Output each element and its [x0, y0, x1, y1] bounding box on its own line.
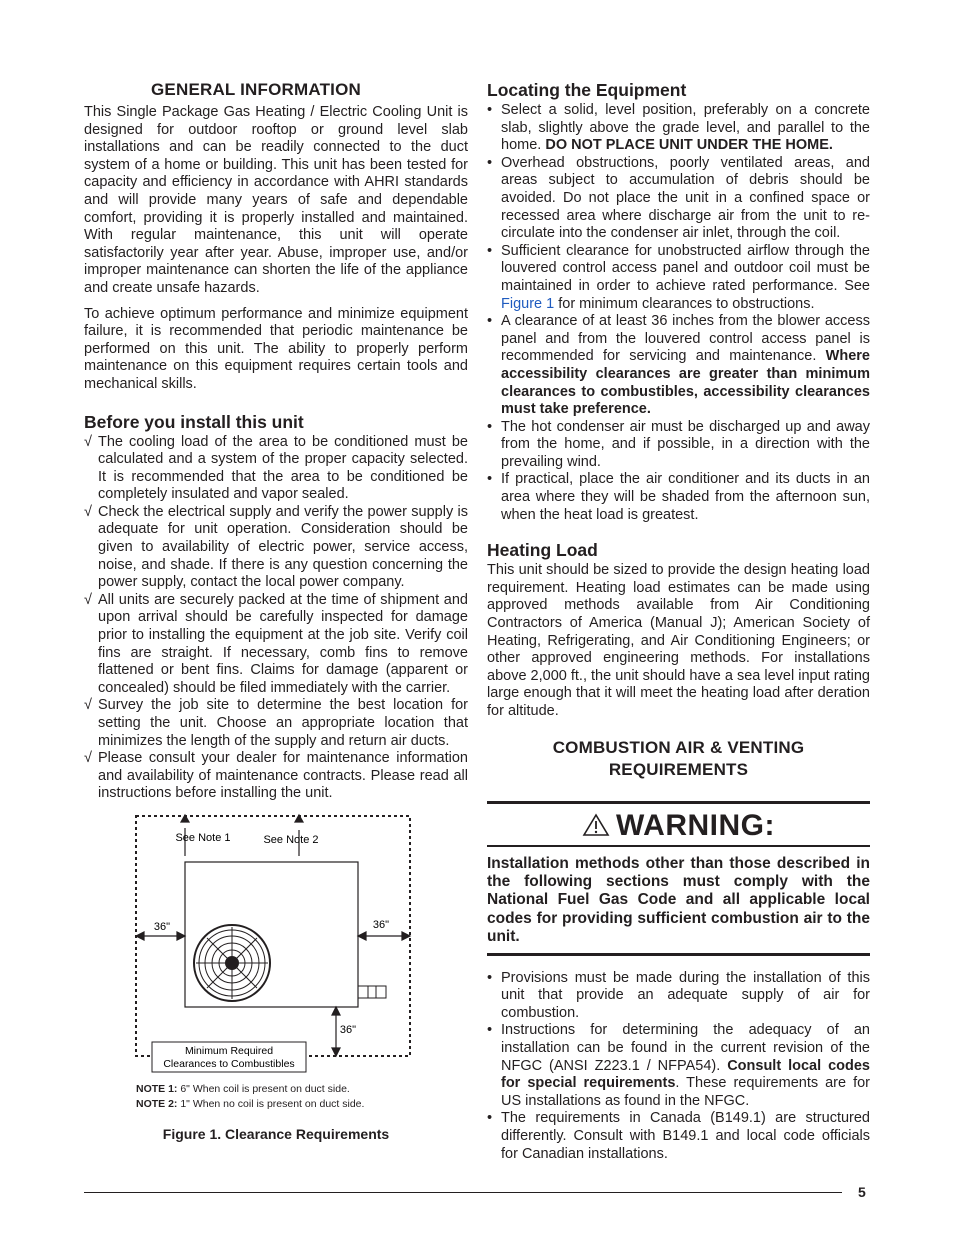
- before-install-list: [84, 434, 468, 803]
- general-paragraph-1: This Single Package Gas Heating / Electric Cooling Unit is designed for outdoor rooftop or ground level slab installations and can be readily connected to the duct system of a home or building. This unit has been tested for capacity and efficiency in accordance with AHRI standards and will provide many years of safe and dependable comfort, providing it is properly installed and maintained. With regular maintenance, this unit will operate satisfactorily year after year. Abuse, improper use, and/or improper maintenance can shorten the life of the appliance and create unsafe hazards.: [84, 104, 468, 296]
- check-icon: √: [84, 750, 92, 767]
- locating-heading: Locating the Equipment: [487, 80, 687, 100]
- bullet-icon: •: [487, 471, 493, 488]
- warning-box: [487, 801, 870, 956]
- min-clearance-label-2: Clearances to Combustibles: [163, 1058, 295, 1070]
- min-clearance-label-1: Minimum Required: [184, 1045, 274, 1057]
- connection-port: [358, 986, 386, 998]
- warning-title: WARNING:: [487, 804, 870, 847]
- warning-text: Installation methods other than those described in the following sections must comply with the National Fuel Gas Code and all applicable local codes for providing sufficient combustion air to the unit.: [487, 854, 870, 946]
- right-column: [487, 80, 870, 1163]
- bottom-dimension: 36": [339, 1024, 357, 1036]
- check-icon: √: [84, 697, 92, 714]
- bullet-icon: •: [487, 1110, 493, 1127]
- bullet-icon: •: [487, 102, 493, 118]
- note-2: NOTE 2: 1" When no coil is present on duct side.: [136, 1098, 365, 1110]
- before-install-heading: Before you install this unit: [84, 411, 304, 432]
- bullet-icon: •: [487, 418, 493, 435]
- list-item: √ The cooling load of the area to be conditioned must be calculated and a system of the proper capacity selected. It is recommended that the area to be conditioned be completely insulated and vapor sealed.: [84, 433, 468, 503]
- figure-1: [84, 810, 468, 1142]
- check-icon: √: [84, 591, 92, 608]
- bullet-icon: •: [487, 1022, 493, 1039]
- list-item: • Overhead obstructions, poorly ventilated areas, and areas subject to accumulation of debris should be avoided. Do not place the unit in a confined space or recessed area where discharge air from the unit to re-circulate into the condenser air inlet, through the coil.: [487, 154, 870, 242]
- general-paragraph-2: To achieve optimum performance and minimize equipment failure, it is recommended that periodic maintenance be performed on this unit. The ability to properly perform maintenance on this equipment requires certain tools and mechanical skills.: [84, 305, 468, 392]
- general-information-heading: GENERAL INFORMATION: [151, 80, 361, 99]
- heating-load-heading: Heating Load: [487, 540, 598, 561]
- list-item: • Sufficient clearance for unobstructed airflow through the louvered control access panel and outdoor coil must be maintained in order to achieve rated performance. See Figure 1 for minimum clearances to obstructions.: [487, 242, 870, 312]
- check-icon: √: [84, 503, 92, 520]
- unit-outline: [185, 862, 358, 1007]
- combustion-list: [487, 970, 870, 1164]
- left-column: [84, 80, 468, 803]
- bullet-icon: •: [487, 154, 493, 171]
- combustion-heading: COMBUSTION AIR & VENTING REQUIREMENTS: [552, 737, 805, 779]
- list-item: • The hot condenser air must be discharged up and away from the home, and if possible, in a direction with the prevailing wind.: [487, 418, 870, 470]
- warning-triangle-icon: [582, 813, 610, 837]
- list-item: √ Survey the job site to determine the best location for setting the unit. Choose an appropriate location that minimizes the length of the supply and return air ducts.: [84, 697, 468, 749]
- heating-load-paragraph: This unit should be sized to provide the design heating load requirement. Heating load estimates can be made using approved methods available from Air Conditioning Contractors of America (Manual J); American Society of Heating, Refrigerating, and Air Conditioning Engineers; or other approved engineering methods. For installations above 2,000 ft., the unit should have a sea level input rating large enough that it will meet the heating load after deration for altitude.: [487, 562, 870, 719]
- figure-1-link[interactable]: Figure 1: [501, 295, 555, 312]
- note-1: NOTE 1: 6" When coil is present on duct side.: [136, 1083, 350, 1095]
- clearance-diagram: [84, 810, 468, 1080]
- list-item: • Select a solid, level position, preferably on a concrete slab, slightly above the grade level, and parallel to the home. DO NOT PLACE UNIT UNDER THE HOME.: [487, 102, 870, 154]
- list-item: √ Please consult your dealer for maintenance information and availability of maintenance contracts. Please read all instructions before installing the unit.: [84, 750, 468, 802]
- list-item: • Instructions for determining the adequacy of an installation can be found in the current revision of the NFGC (ANSI Z223.1 / NFPA54). Consult local codes for special requirements. These requirements are for US installations as found in the NFGC.: [487, 1022, 870, 1109]
- check-icon: √: [84, 433, 92, 450]
- right-dimension: 36": [372, 919, 390, 931]
- list-item: • The requirements in Canada (B149.1) are structured differently. Consult with B149.1 and local code officials for Canadian installations.: [487, 1110, 870, 1162]
- locating-list: [487, 102, 870, 524]
- fan-grille-icon: [194, 925, 270, 1001]
- left-dimension: 36": [153, 921, 171, 933]
- list-item: √ Check the electrical supply and verify the power supply is adequate for unit operation. Consideration should be given to availability of electric power, service access, noise, and shade. If there is any question concerning the power supply, contact the local power company.: [84, 503, 468, 591]
- bullet-icon: •: [487, 242, 493, 259]
- see-note-1-label: See Note 1: [175, 832, 231, 844]
- bullet-icon: •: [487, 969, 493, 986]
- page-number: 5: [858, 1184, 866, 1200]
- footer-rule: [84, 1192, 842, 1193]
- see-note-2-label: See Note 2: [263, 834, 319, 846]
- list-item: • Provisions must be made during the installation of this unit that provide an adequate supply of air for combustion.: [487, 969, 870, 1021]
- list-item: • If practical, place the air conditioner and its ducts in an area where they will be shaded from the afternoon sun, when the heat load is greatest.: [487, 471, 870, 523]
- bullet-icon: •: [487, 313, 493, 330]
- list-item: • A clearance of at least 36 inches from the blower access panel and from the louvered control access panel is recommended for servicing and maintenance. Where accessibility clearances are greater than minimum clearances to combustibles, accessibility clearances must take preference.: [487, 313, 870, 418]
- list-item: √ All units are securely packed at the time of shipment and upon arrival should be carefully inspected for damage prior to installing the equipment at the job site. Verify coil fins are straight. If necessary, comb fins to remove flattened or bent fins. Claims for damage (apparent or concealed) should be filed immediately with the carrier.: [84, 591, 468, 696]
- figure-caption: Figure 1. Clearance Requirements: [162, 1126, 390, 1142]
